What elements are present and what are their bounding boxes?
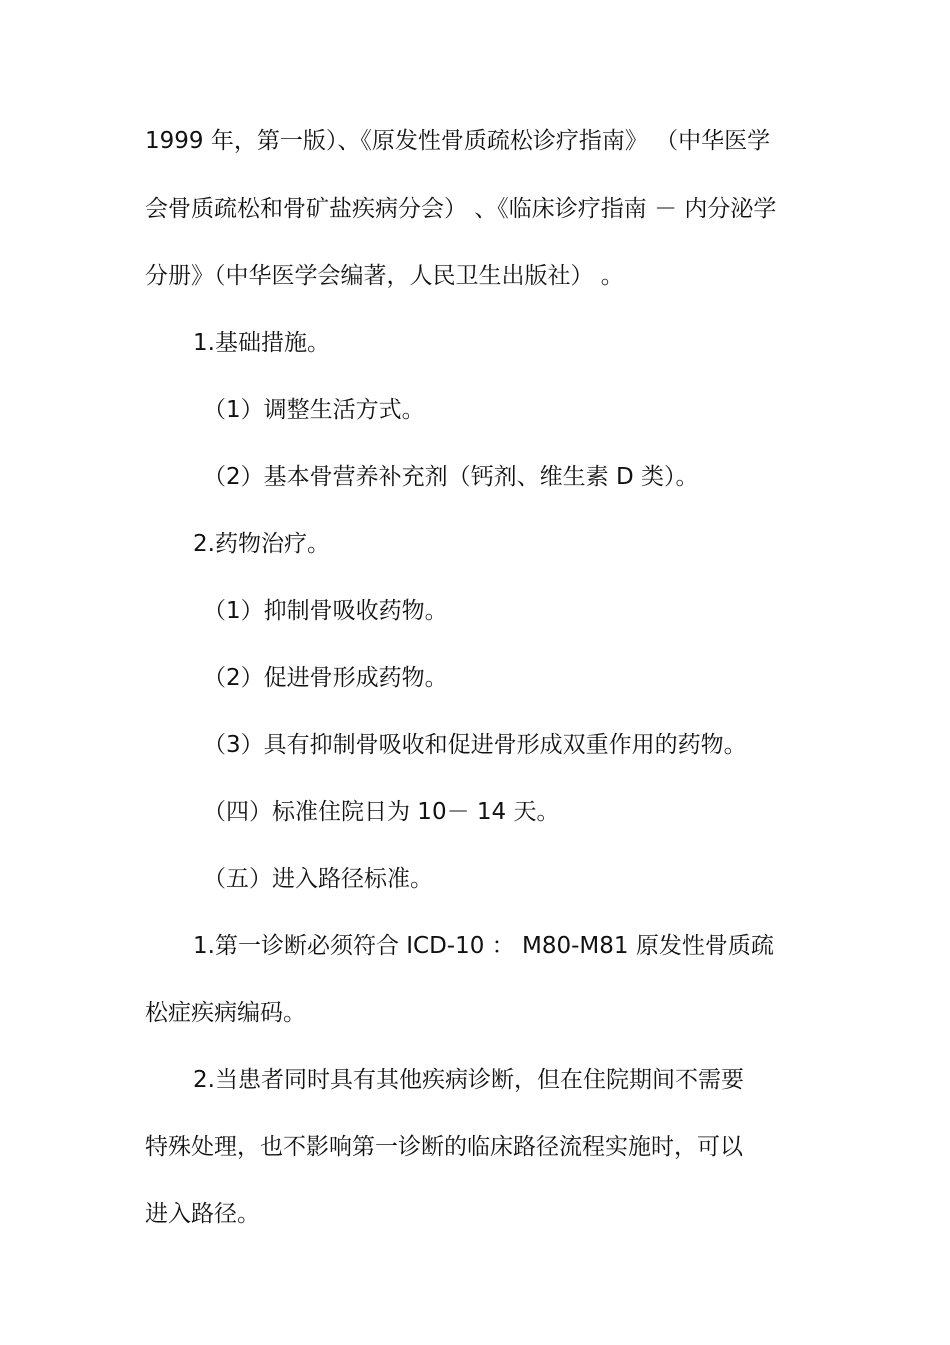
text-line-2: 会骨质疏松和骨矿盐疾病分会） 、《临床诊疗指南 － 内分泌学 xyxy=(145,196,777,222)
text-line-8: （1）抑制骨吸收药物。 xyxy=(203,598,448,624)
text-line-13: 1.第一诊断必须符合 ICD-10 ： M80-M81 原发性骨质疏 xyxy=(193,933,774,959)
text-line-17: 进入路径。 xyxy=(145,1201,260,1227)
text-line-4: 1.基础措施。 xyxy=(193,330,330,356)
text-line-10: （3）具有抑制骨吸收和促进骨形成双重作用的药物。 xyxy=(203,732,747,758)
text-line-11: （四）标准住院日为 10－ 14 天。 xyxy=(203,799,560,825)
text-line-14: 松症疾病编码。 xyxy=(145,1000,306,1026)
text-line-5: （1）调整生活方式。 xyxy=(203,397,425,423)
text-line-16: 特殊处理，也不影响第一诊断的临床路径流程实施时，可以 xyxy=(145,1134,743,1160)
text-line-15: 2.当患者同时具有其他疾病诊断，但在住院期间不需要 xyxy=(193,1067,744,1093)
text-line-6: （2）基本骨营养补充剂（钙剂、维生素 D 类）。 xyxy=(203,464,699,490)
text-line-3: 分册》（中华医学会编著，人民卫生出版社） 。 xyxy=(145,263,624,289)
text-line-1: 1999 年，第一版）、《原发性骨质疏松诊疗指南》 （中华医学 xyxy=(145,128,771,154)
text-line-7: 2.药物治疗。 xyxy=(193,531,330,557)
text-line-12: （五）进入路径标准。 xyxy=(203,866,433,892)
text-line-9: （2）促进骨形成药物。 xyxy=(203,665,448,691)
